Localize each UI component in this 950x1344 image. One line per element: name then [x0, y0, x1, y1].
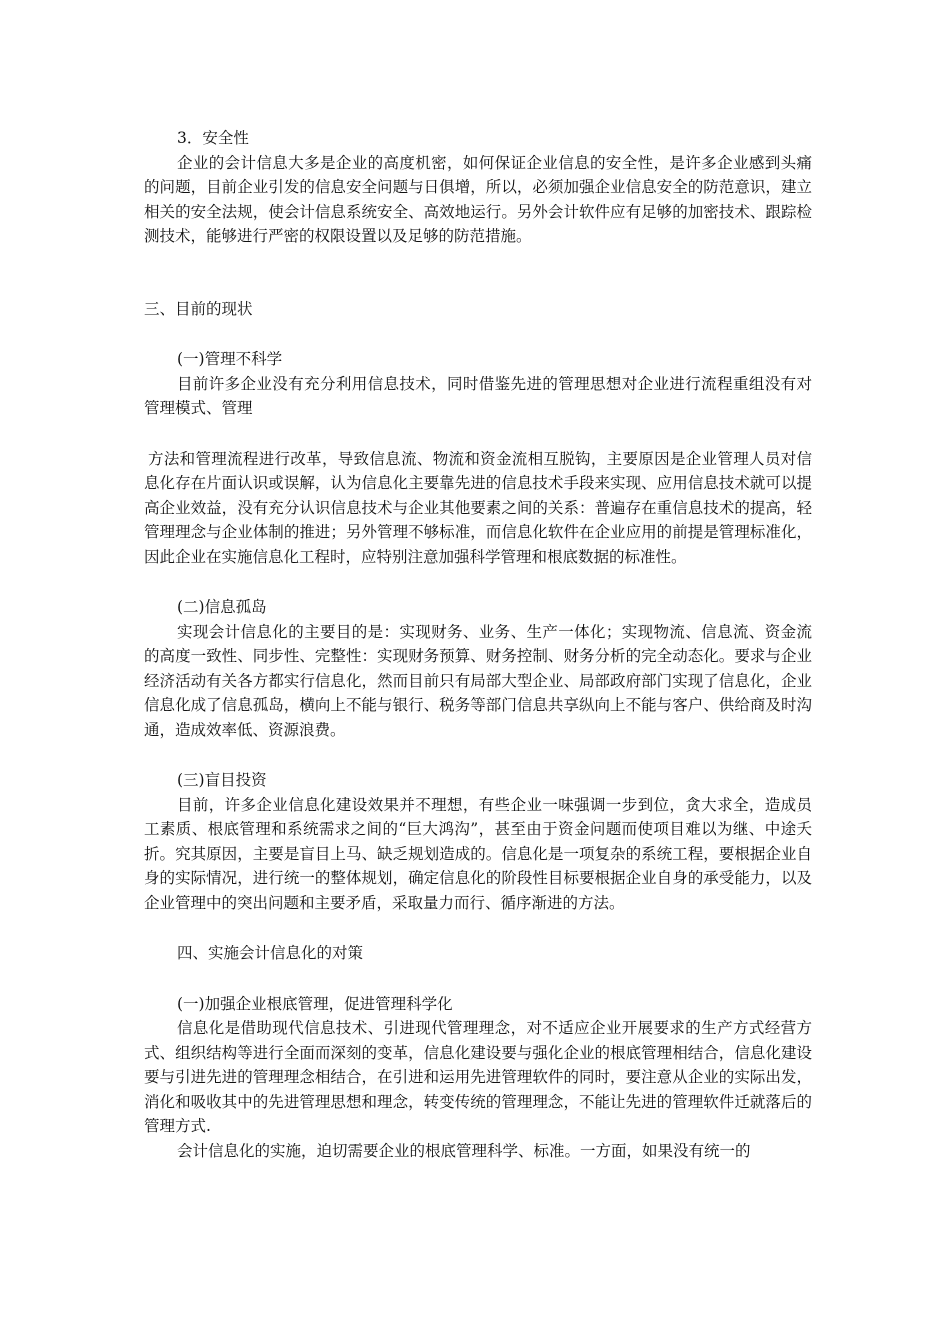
paragraph-info-island: 实现会计信息化的主要目的是：实现财务、业务、生产一体化；实现物流、信息流、资金流的高度一致性、同步性、完整性：实现财务预算、财务控制、财务分析的完全动态化。要求与企业经济活动有关各方都实行信息化，然而目前只有局部大型企业、局部政府部门实现了信息化，企业信息化成了信息孤岛，横向上不能与银行、税务等部门信息共享纵向上不能与客户、供给商及时沟通，造成效率低、资源浪费。 [144, 622, 812, 739]
subheading-management: (一)管理不科学 [177, 350, 283, 368]
paragraph-management-part1: 目前许多企业没有充分利用信息技术，同时借鉴先进的管理思想对企业进行流程重组没有对管理模式、管理 [144, 374, 812, 417]
paragraph-blind-investment: 目前，许多企业信息化建设效果并不理想，有些企业一味强调一步到位，贪大求全，造成员工素质、根底管理和系统需求之间的“巨大鸿沟”，甚至由于资金问题而使项目难以为继、中途夭折。究其原因，主要是盲目上马、缺乏规划造成的。信息化是一项复杂的系统工程，要根据企业自身的实际情况，进行统一的整体规划，确定信息化的阶段性目标要根据企业自身的承受能力，以及企业管理中的突出问题和主要矛盾，采取量力而行、循序渐进的方法。 [144, 795, 812, 912]
spacer [144, 569, 812, 595]
subheading-blind-investment: (三)盲目投资 [177, 771, 267, 789]
spacer [144, 249, 812, 297]
heading-measures: 四、实施会计信息化的对策 [177, 944, 364, 962]
spacer [144, 421, 812, 447]
paragraph-basic-management-1: 信息化是借助现代信息技术、引进现代管理理念，对不适应企业开展要求的生产方式经营方式、组织结构等进行全面而深刻的变革，信息化建设要与强化企业的根底管理相结合，信息化建设要与引进先进的管理理念相结合，在引进和运用先进管理软件的同时，要注意从企业的实际出发，消化和吸收其中的先进管理思想和理念，转变传统的管理理念，不能让先进的管理软件迁就落后的管理方式. [144, 1019, 812, 1135]
document-page [144, 126, 812, 1163]
spacer [144, 966, 812, 992]
paragraph-security: 企业的会计信息大多是企业的高度机密，如何保证企业信息的安全性，是许多企业感到头痛的问题，目前企业引发的信息安全问题与日俱增，所以，必须加强企业信息安全的防范意识，建立相关的安全法规，使会计信息系统安全、高效地运行。另外会计软件应有足够的加密技术、跟踪检测技术，能够进行严密的权限设置以及足够的防范措施。 [144, 153, 812, 245]
spacer [144, 742, 812, 768]
spacer [144, 321, 812, 347]
paragraph-basic-management-2: 会计信息化的实施，迫切需要企业的根底管理科学、标准。一方面，如果没有统一的 [177, 1141, 751, 1160]
spacer [144, 915, 812, 941]
paragraph-management-part2: 方法和管理流程进行改革，导致信息流、物流和资金流相互脱钩，主要原因是企业管理人员对信息化存在片面认识或误解，认为信息化主要靠先进的信息技术手段来实现、应用信息技术就可以提高企业效益，没有充分认识信息技术与企业其他要素之间的关系：普遍存在重信息技术的提高，轻管理理念与企业体制的推进；另外管理不够标准，而信息化软件在企业应用的前提是管理标准化，因此企业在实施信息化工程时，应特别注意加强科学管理和根底数据的标准性。 [144, 449, 812, 566]
heading-current-status: 三、目前的现状 [144, 299, 253, 318]
subheading-info-island: (二)信息孤岛 [177, 598, 267, 616]
subheading-basic-management: (一)加强企业根底管理，促进管理科学化 [177, 994, 453, 1013]
section-title-security: 3．安全性 [177, 129, 249, 147]
